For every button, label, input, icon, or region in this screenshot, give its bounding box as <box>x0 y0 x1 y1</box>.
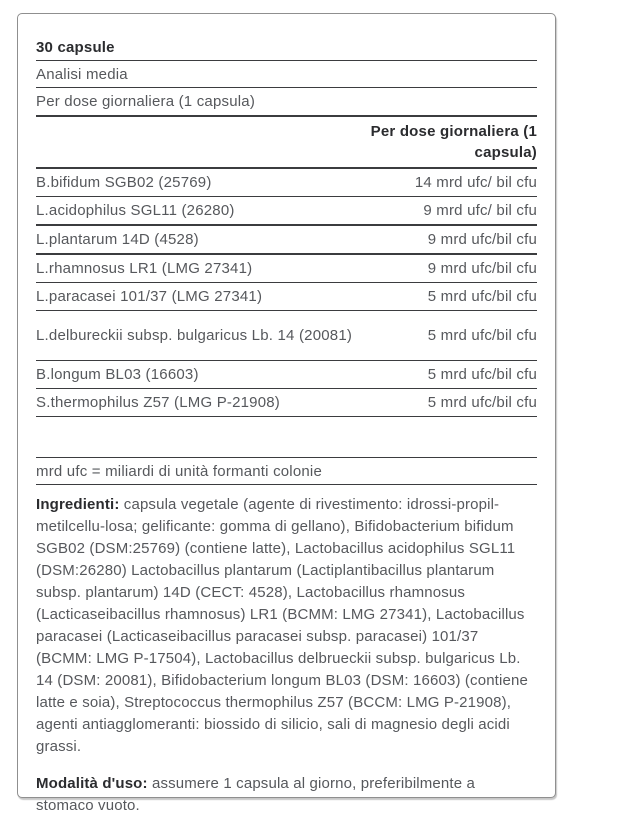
capsule-count: 30 capsule <box>36 38 115 56</box>
strain-amount: 5 mrd ufc/bil cfu <box>427 394 537 411</box>
strain-name: L.delbureckii subsp. bulgaricus Lb. 14 (20081) <box>36 327 353 344</box>
usage-label: Modalità d'uso: <box>36 775 148 792</box>
strain-name: L.rhamnosus LR1 (LMG 27341) <box>36 260 253 277</box>
table-row <box>36 226 537 255</box>
table-row <box>36 283 537 311</box>
strain-name: L.paracasei 101/37 (LMG 27341) <box>36 288 263 305</box>
dose-row <box>36 88 537 117</box>
strain-amount: 14 mrd ufc/ bil cfu <box>414 174 537 191</box>
ingredients-label: Ingredienti: <box>36 496 120 513</box>
strain-amount: 5 mrd ufc/bil cfu <box>427 288 537 305</box>
ingredients-text: capsula vegetale (agente di rivestimento: idrossi-propil-metilcellu-losa; gelificante: gomma di gellano), Bifidobacterium bifidum SGB02 (DSM:25769) (contiene latte), Lactobacillus acidophilus SGL11 (DSM:26280) Lactobacillus plantarum (Lactiplantibacillus plantarum subsp. plantarum) 14D (CECT: 4528), Lactobacillus rhamnosus (Lacticaseibacillus rhamnosus) LR1 (BCMM: LMG 27341), Lactobacillus paracasei (Lacticaseibacillus paracasei subsp. paracasei) 101/37 (BCMM: LMG P-17504), Lactobacillus delbrueckii subsp. bulgaricus Lb. 14 (DSM: 20081), Bifidobacterium longum BL03 (DSM: 16603) (contiene latte e soia), Streptococcus thermophilus Z57 (BCCM: LMG P-21908), agenti antiagglomeranti: biossido di silicio, sali di magnesio degli acidi grassi. <box>36 496 528 755</box>
usage-text: assumere 1 capsula al giorno, preferibilmente a stomaco vuoto. <box>36 775 476 814</box>
analysis-row <box>36 61 537 88</box>
supplement-facts-panel <box>17 13 556 814</box>
strain-amount: 5 mrd ufc/bil cfu <box>427 366 537 383</box>
table-row <box>36 197 537 226</box>
strain-amount: 9 mrd ufc/bil cfu <box>427 260 537 277</box>
strain-name: B.bifidum SGB02 (25769) <box>36 174 212 191</box>
cfu-footnote-row <box>36 457 537 485</box>
table-row <box>36 311 537 361</box>
analysis-label: Analisi media <box>36 65 128 83</box>
strain-name: B.longum BL03 (16603) <box>36 366 199 383</box>
table-row <box>36 169 537 197</box>
strain-name: S.thermophilus Z57 (LMG P-21908) <box>36 394 281 411</box>
strain-amount: 9 mrd ufc/ bil cfu <box>423 202 537 219</box>
strain-name: L.acidophilus SGL11 (26280) <box>36 202 235 219</box>
table-row <box>36 255 537 283</box>
capsule-count-row <box>36 34 537 61</box>
dose-label: Per dose giornaliera (1 capsula) <box>36 93 256 110</box>
strain-amount: 9 mrd ufc/bil cfu <box>427 231 537 248</box>
table-row <box>36 389 537 417</box>
table-column-header <box>36 117 537 169</box>
usage-paragraph <box>36 773 537 817</box>
strain-name: L.plantarum 14D (4528) <box>36 231 199 248</box>
table-row <box>36 361 537 389</box>
column-header-label: Per dose giornaliera (1 capsula) <box>370 123 537 161</box>
cfu-footnote: mrd ufc = miliardi di unità formanti colonie <box>36 462 322 480</box>
strain-amount: 5 mrd ufc/bil cfu <box>427 327 537 344</box>
ingredients-paragraph <box>36 494 537 758</box>
